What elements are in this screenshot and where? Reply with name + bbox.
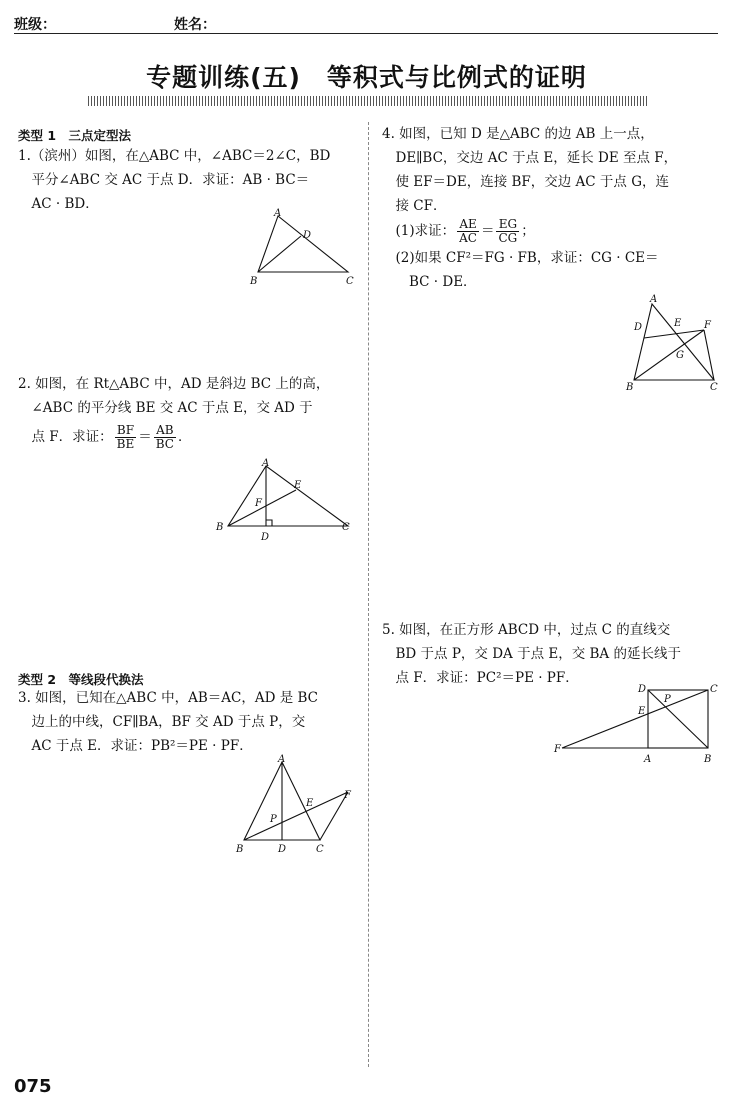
frac-numerator: AE	[457, 218, 479, 232]
fig4-label-b: B	[626, 382, 634, 393]
fig4-cf	[704, 330, 714, 380]
semicolon: ；	[521, 223, 535, 239]
problem-1: 1.（滨州）如图，在△ABC 中，∠ABC＝2∠C，BD 平分∠ABC 交 AC 于点 D．求证：AB · BC＝ AC · BD．	[18, 148, 331, 212]
fig5-label-f: F	[554, 744, 561, 755]
fig4-triangle	[634, 304, 714, 380]
fig4-label-g: G	[676, 350, 684, 361]
fig5-label-e: E	[638, 706, 646, 717]
column-divider	[368, 122, 369, 1067]
problem-2-fraction-2	[154, 424, 176, 451]
fig5-label-d: D	[638, 684, 647, 695]
fig3-label-p: P	[270, 814, 277, 825]
fig3-label-d: D	[278, 844, 287, 855]
fig2-label-e: E	[294, 480, 302, 491]
fig3-label-c: C	[316, 844, 324, 855]
figure-4	[622, 290, 726, 394]
fig1-triangle	[258, 216, 348, 272]
fig2-be	[228, 490, 296, 526]
name-label: 姓名：	[174, 17, 216, 33]
problem-4-fraction-2	[496, 218, 519, 245]
problem-2-prefix: 点 F．求证：	[18, 429, 113, 445]
problem-4-part-1	[382, 218, 535, 245]
problem-4-fraction-1	[457, 218, 479, 245]
class-label: 班级：	[14, 17, 56, 33]
fig5-cf	[562, 690, 708, 748]
fig1-label-b: B	[250, 276, 258, 287]
fig1-label-d: D	[303, 230, 312, 241]
page-title: 专题训练(五) 等积式与比例式的证明	[146, 63, 587, 92]
section-heading-2: 类型 2 等线段代换法	[18, 672, 144, 687]
fig4-label-d: D	[634, 322, 643, 333]
frac-denominator: BE	[116, 437, 135, 451]
fig4-label-a: A	[650, 294, 658, 305]
problem-2-line-1: 2. 如图，在 Rt△ABC 中，AD 是斜边 BC 上的高，	[18, 376, 330, 392]
frac-denominator: BC	[155, 437, 174, 451]
page-number: 075	[14, 1076, 52, 1097]
fig4-label-f: F	[704, 320, 711, 331]
fig5-label-b: B	[704, 754, 712, 764]
fig4-label-e: E	[674, 318, 682, 329]
problem-2-line-2: ∠ABC 的平分线 BE 交 AC 于点 E，交 AD 于	[18, 400, 313, 416]
problem-3: 3. 如图，已知在△ABC 中，AB＝AC，AD 是 BC 边上的中线，CF∥BA，BF 交 AD 于点 P，交 AC 于点 E．求证：PB²＝PE · PF．	[18, 690, 318, 754]
fig1-label-c: C	[346, 276, 354, 287]
frac-denominator: AC	[459, 231, 477, 245]
fig3-label-e: E	[306, 798, 314, 809]
section-heading-1: 类型 1 三点定型法	[18, 128, 132, 143]
fig1-label-a: A	[274, 208, 282, 219]
fig4-label-c: C	[710, 382, 718, 393]
title-underline-2	[88, 100, 648, 106]
fig2-right-angle	[266, 520, 272, 526]
equals-sign: ＝	[480, 223, 495, 239]
problem-5: 5. 如图，在正方形 ABCD 中，过点 C 的直线交 BD 于点 P，交 DA 于点 E，交 BA 的延长线于 点 F．求证：PC²＝PE · PF．	[382, 622, 681, 686]
fig2-label-d: D	[261, 532, 270, 543]
figure-3	[230, 752, 360, 858]
fig5-bd	[648, 690, 708, 748]
figure-2	[212, 456, 360, 544]
frac-numerator: AB	[154, 424, 176, 438]
problem-4-part-2: (2)如果 CF²＝FG · FB，求证：CG · CE＝ BC · DE．	[395, 250, 659, 290]
problem-4: 4. 如图，已知 D 是△ABC 的边 AB 上一点， DE∥BC，交边 AC 于点 E，延长 DE 至点 F， 使 EF＝DE，连接 BF，交边 AC 于点 G，连 接 CF．	[382, 126, 678, 214]
fig3-label-b: B	[236, 844, 244, 855]
fig5-label-a: A	[644, 754, 652, 764]
period: ．	[177, 429, 192, 445]
problem-4-1-prefix: (1)求证：	[382, 223, 456, 239]
equals-sign: ＝	[138, 429, 152, 445]
fig3-label-f: F	[344, 790, 351, 801]
fig5-label-c: C	[710, 684, 718, 695]
figure-5	[552, 680, 724, 764]
fig2-label-f: F	[255, 498, 262, 509]
header-rule	[14, 33, 718, 34]
fig5-label-p: P	[664, 694, 671, 705]
fig2-label-c: C	[342, 522, 350, 533]
fig3-bf	[244, 792, 348, 840]
frac-denominator: CG	[498, 231, 518, 245]
problem-2-fraction-1	[115, 424, 137, 451]
fig2-label-b: B	[216, 522, 224, 533]
figure-1	[248, 208, 358, 290]
frac-numerator: BF	[115, 424, 137, 438]
frac-numerator: EG	[496, 218, 519, 232]
problem-2-line-3	[18, 424, 191, 451]
fig3-label-a: A	[278, 754, 286, 765]
fig2-label-a: A	[262, 458, 270, 469]
